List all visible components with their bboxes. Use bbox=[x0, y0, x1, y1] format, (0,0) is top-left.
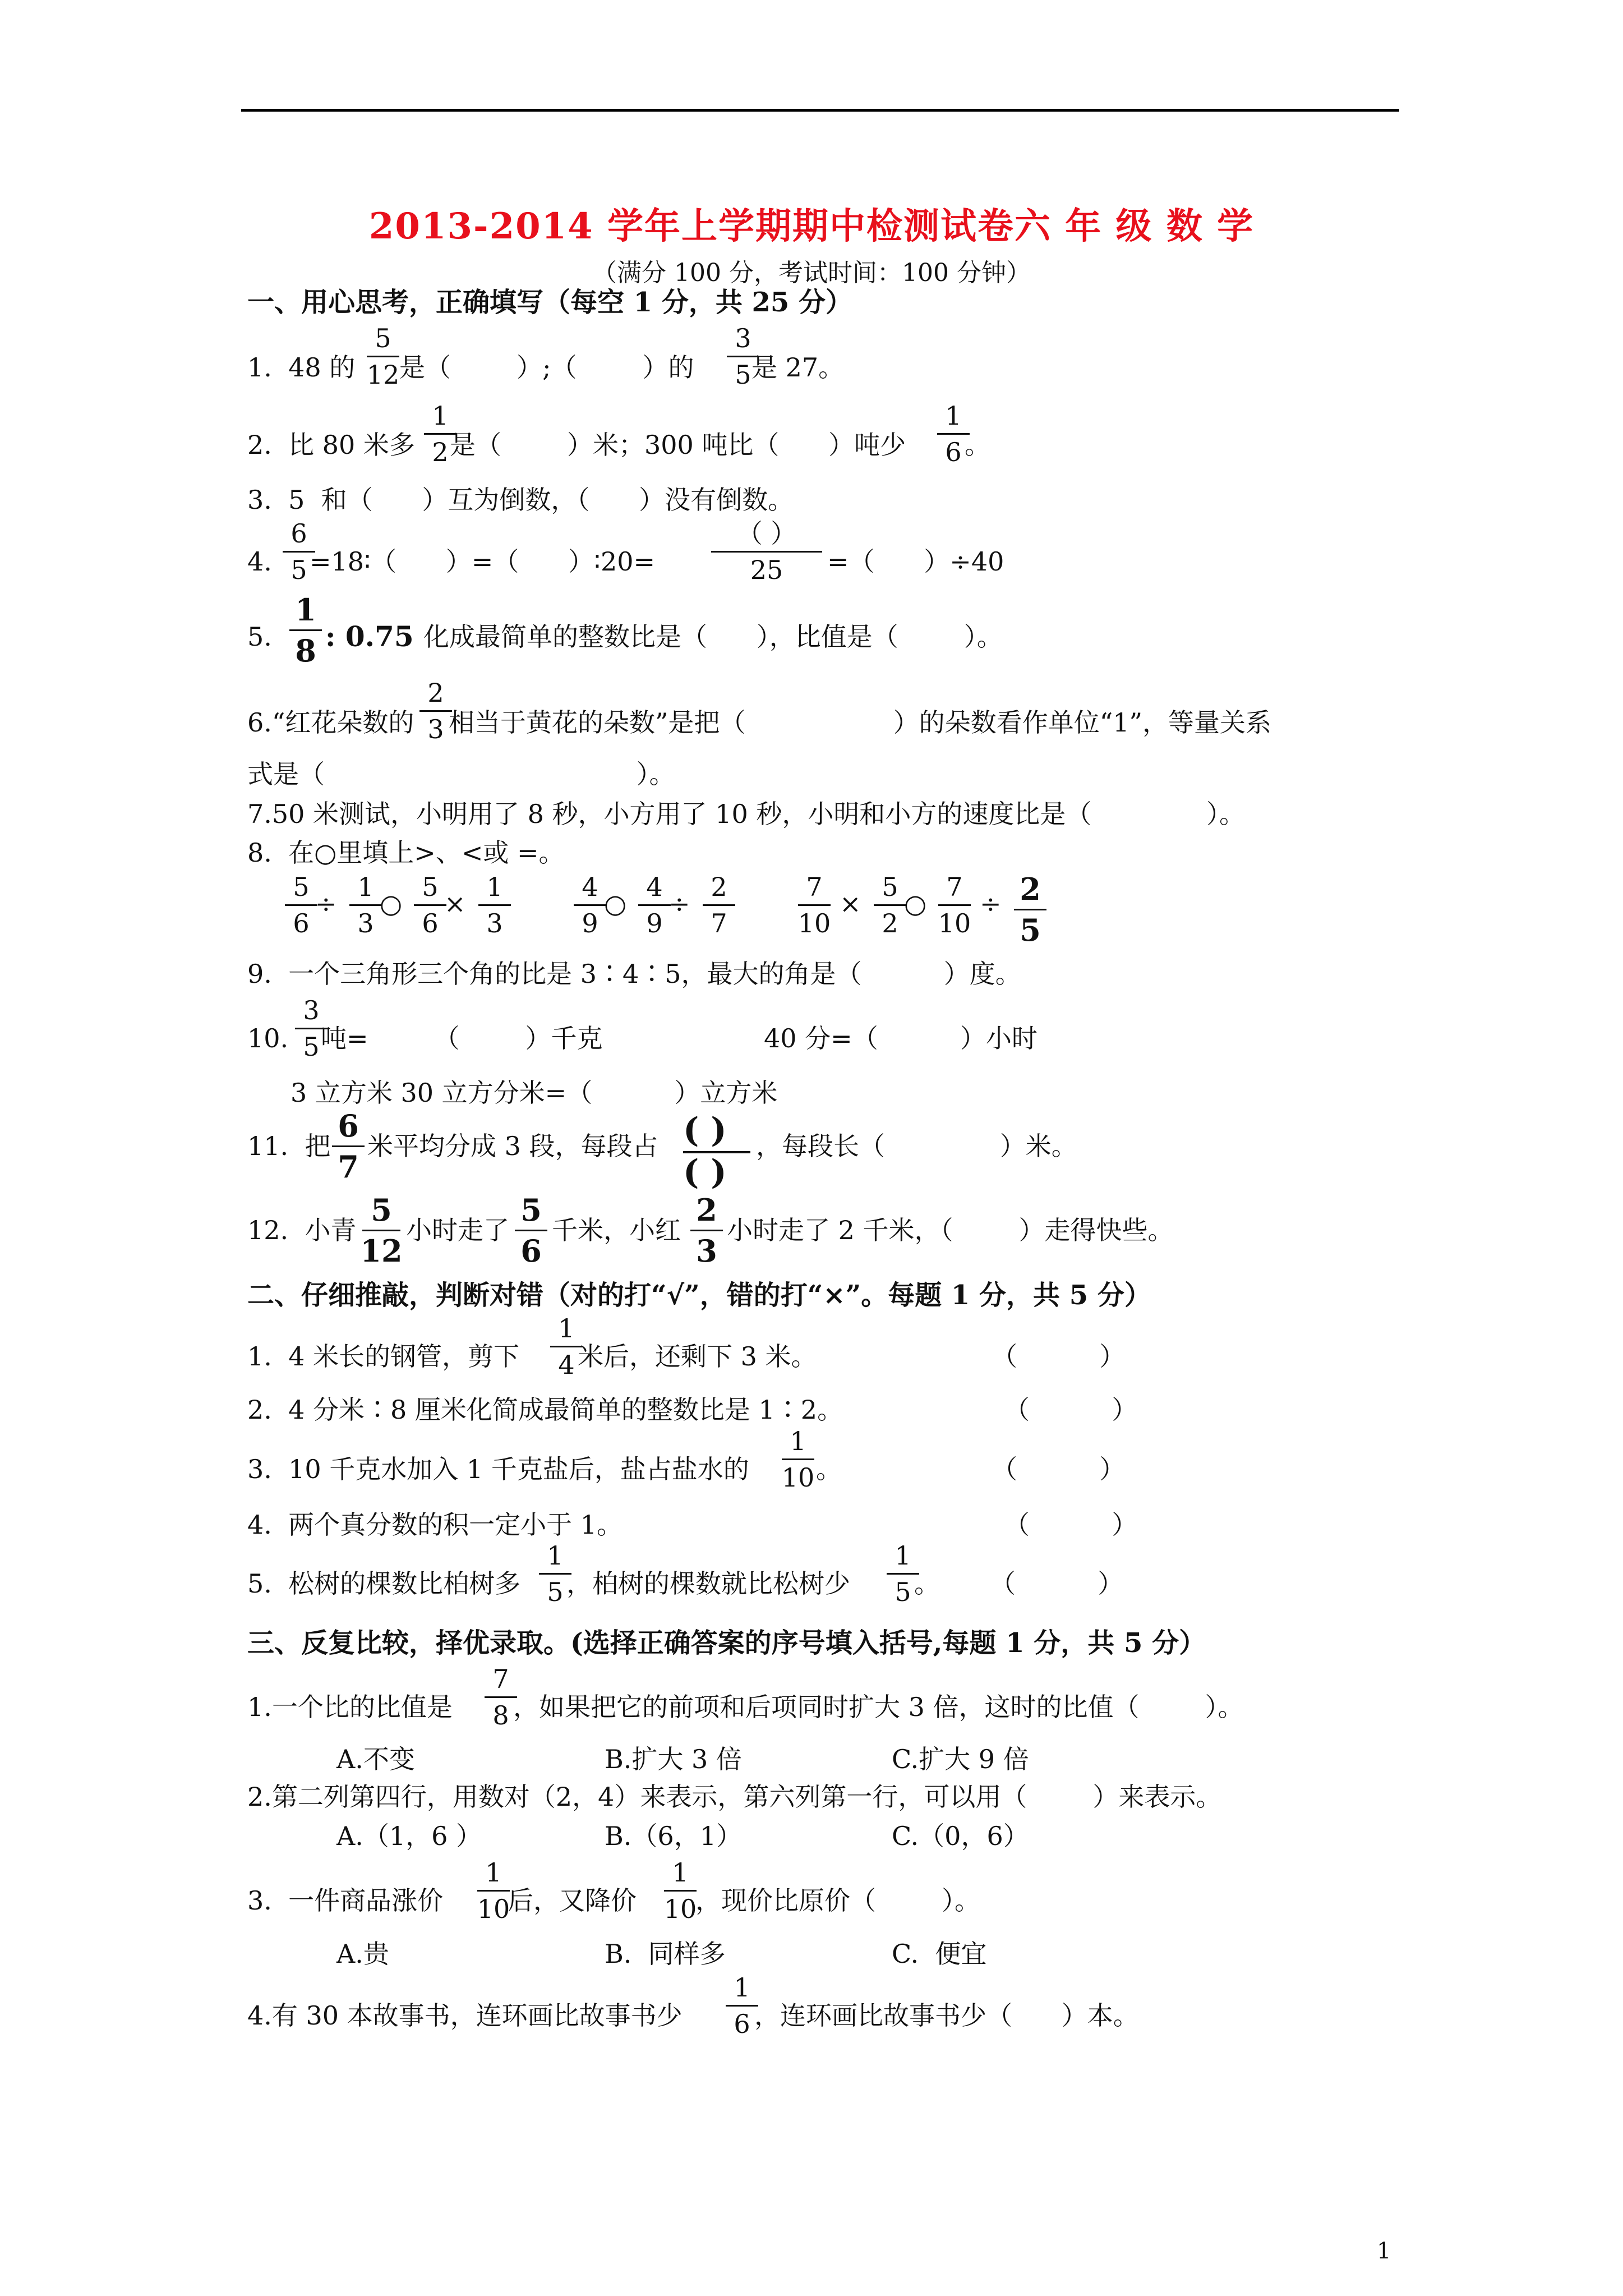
s1-q12-fraction-3 bbox=[687, 1192, 726, 1269]
denominator: 6 bbox=[734, 2009, 750, 2039]
s1-q8-fraction bbox=[475, 874, 514, 936]
numerator: 4 bbox=[646, 872, 663, 902]
denominator: 10 bbox=[663, 1894, 697, 1924]
denominator: 4 bbox=[558, 1350, 575, 1380]
s1-q8-operator: ÷ bbox=[668, 889, 690, 919]
numerator: 3 bbox=[735, 323, 751, 353]
s1-q10-text-d: 3 立方米 30 立方分米=（ ）立方米 bbox=[291, 1078, 778, 1108]
denominator: 7 bbox=[338, 1149, 359, 1185]
denominator: 10 bbox=[781, 1462, 815, 1493]
numerator: 3 bbox=[303, 995, 320, 1025]
numerator: 1 bbox=[295, 592, 316, 628]
s1-q11-blank-denominator: ( ) bbox=[683, 1153, 727, 1192]
s1-q8-compare-circle[interactable]: ○ bbox=[604, 889, 627, 919]
s1-q4-fraction-2 bbox=[708, 518, 826, 585]
numerator: 2 bbox=[427, 678, 444, 708]
s3-q3-option-b[interactable]: B. 同样多 bbox=[605, 1939, 726, 1969]
s1-q12-fraction-2 bbox=[511, 1192, 551, 1269]
numerator: 5 bbox=[375, 323, 391, 353]
s2-q5-text-b: ，柏树的棵数就比松树少 bbox=[566, 1568, 850, 1599]
denominator: 2 bbox=[432, 437, 449, 467]
s3-q3-text-b: 后，又降价 bbox=[508, 1885, 637, 1916]
s1-q10-text-b: 吨= （ ）千克 bbox=[321, 1023, 603, 1053]
s1-q12-text-d: 小时走了 2 千米，（ ）走得快些。 bbox=[727, 1215, 1174, 1245]
denominator: 10 bbox=[477, 1894, 510, 1924]
s3-q3-text-c: ，现价比原价（ ）。 bbox=[695, 1885, 980, 1916]
s2-q1-text-b: 米后，还剩下 3 米。 bbox=[578, 1341, 817, 1372]
s1-q6-text-b: 相当于黄花的朵数”是把（ ）的朵数看作单位“1”，等量关系 bbox=[449, 707, 1272, 738]
s1-q1-text-c: 是 27。 bbox=[751, 352, 845, 383]
s2-q5-text-a: 5. 松树的棵数比柏树多 bbox=[247, 1568, 521, 1599]
s1-q8-operator: × bbox=[840, 889, 861, 919]
numerator: 1 bbox=[432, 401, 449, 431]
s1-q5-text-c: 化成最简单的整数比是（ ），比值是（ ）。 bbox=[423, 622, 1003, 652]
s1-q6-text-a: 6.“红花朵数的 bbox=[247, 707, 414, 738]
numerator: 2 bbox=[711, 872, 727, 902]
denominator: 6 bbox=[945, 437, 962, 467]
denominator: 9 bbox=[646, 908, 663, 938]
s3-q1-option-a[interactable]: A.不变 bbox=[336, 1744, 415, 1774]
s2-q3-text-a: 3. 10 千克水加入 1 千克盐后，盐占盐水的 bbox=[247, 1454, 749, 1484]
header-rule bbox=[241, 109, 1399, 112]
s3-q3-option-a[interactable]: A.贵 bbox=[336, 1939, 389, 1969]
s1-q11-text-a: 11. 把 bbox=[247, 1131, 331, 1161]
denominator: 6 bbox=[520, 1233, 542, 1269]
s2-q2-text: 2. 4 分米∶8 厘米化简成最简单的整数比是 1∶2。 bbox=[247, 1395, 843, 1425]
page-title: 2013-2014 学年上学期期中检测试卷六 年 级 数 学 bbox=[368, 205, 1255, 247]
numerator: 1 bbox=[895, 1540, 911, 1571]
s1-q8-fraction bbox=[699, 874, 739, 936]
page-number: 1 bbox=[1377, 2238, 1391, 2264]
denominator: 8 bbox=[295, 633, 316, 669]
numerator: 2 bbox=[1020, 871, 1041, 907]
s3-q1-option-c[interactable]: C.扩大 9 倍 bbox=[892, 1744, 1029, 1774]
numerator: 1 bbox=[945, 401, 962, 431]
s1-q8-fraction bbox=[935, 874, 974, 936]
numerator: 1 bbox=[357, 872, 374, 902]
numerator: 4 bbox=[582, 872, 598, 902]
s3-q4-text-a: 4.有 30 本故事书，连环画比故事书少 bbox=[247, 2000, 683, 2031]
denominator: 3 bbox=[486, 908, 503, 938]
denominator: 12 bbox=[366, 360, 400, 390]
numerator: 6 bbox=[291, 518, 307, 549]
s2-q2-answer-blank[interactable]: （ ） bbox=[1004, 1395, 1138, 1425]
denominator: 2 bbox=[882, 908, 898, 938]
numerator: 6 bbox=[338, 1108, 359, 1144]
s1-q2-text-a: 2. 比 80 米多 bbox=[247, 430, 415, 460]
s3-q2-option-c[interactable]: C.（0，6） bbox=[892, 1821, 1029, 1851]
denominator: 5 bbox=[303, 1032, 320, 1062]
s1-q8-operator: ÷ bbox=[315, 889, 337, 919]
page-subtitle: （满分 100 分，考试时间：100 分钟） bbox=[592, 259, 1031, 287]
denominator: 6 bbox=[293, 908, 310, 938]
denominator: 25 bbox=[750, 555, 783, 585]
s1-q1-text-b: 是（ ）;（ ）的 bbox=[399, 352, 694, 383]
s1-q8-fraction bbox=[1011, 871, 1050, 948]
numerator: 5 bbox=[882, 872, 898, 902]
denominator: 5 bbox=[291, 555, 307, 585]
denominator: 12 bbox=[360, 1233, 403, 1269]
numerator: 1 bbox=[547, 1540, 564, 1571]
s1-q1-fraction-1 bbox=[363, 325, 403, 388]
denominator: 5 bbox=[1020, 912, 1041, 948]
s2-q5-text-c: 。 bbox=[914, 1568, 940, 1599]
denominator: 10 bbox=[797, 908, 831, 938]
s1-q2-text-b: 是（ ）米；300 吨比（ ）吨少 bbox=[450, 430, 906, 460]
s2-q1-text-a: 1. 4 米长的钢管，剪下 bbox=[247, 1341, 520, 1372]
s2-q1-answer-blank[interactable]: （ ） bbox=[992, 1341, 1126, 1372]
s1-q3: 3. 5 和（ ）互为倒数，（ ）没有倒数。 bbox=[247, 485, 794, 515]
numerator: 7 bbox=[946, 872, 963, 902]
s1-q11-fraction bbox=[329, 1108, 368, 1185]
s1-q8-operator: × bbox=[444, 889, 466, 919]
s1-q4-text-a: 4. bbox=[247, 546, 272, 577]
numerator: 7 bbox=[806, 872, 823, 902]
numerator: 5 bbox=[293, 872, 310, 902]
s1-q11-blank-numerator: ( ) bbox=[683, 1111, 727, 1150]
s3-q3-fraction-2 bbox=[661, 1857, 700, 1924]
s3-q1-text-a: 1.一个比的比值是 bbox=[247, 1692, 453, 1722]
s3-q1-option-b[interactable]: B.扩大 3 倍 bbox=[605, 1744, 742, 1774]
numerator: 1 bbox=[672, 1857, 689, 1888]
s1-q5-text-a: 5. bbox=[247, 622, 272, 652]
denominator: 5 bbox=[547, 1577, 564, 1607]
s1-q1-text-a: 1. 48 的 bbox=[247, 352, 356, 383]
s3-q3-option-c[interactable]: C. 便宜 bbox=[892, 1939, 987, 1969]
s2-q3-answer-blank[interactable]: （ ） bbox=[992, 1454, 1126, 1484]
numerator: 2 bbox=[696, 1192, 717, 1228]
denominator: 8 bbox=[492, 1700, 509, 1731]
s1-q12-text-b: 小时走了 bbox=[406, 1215, 509, 1245]
denominator: 3 bbox=[357, 908, 374, 938]
denominator: 10 bbox=[938, 908, 971, 938]
s2-q4-answer-blank[interactable]: （ ） bbox=[1004, 1510, 1138, 1540]
s1-q12-fraction-1 bbox=[359, 1192, 404, 1269]
denominator: 6 bbox=[422, 908, 439, 938]
numerator: 1 bbox=[486, 872, 503, 902]
denominator: 3 bbox=[696, 1233, 717, 1269]
denominator: 3 bbox=[427, 714, 444, 744]
s1-q8-compare-circle[interactable]: ○ bbox=[380, 889, 403, 919]
numerator: 5 bbox=[371, 1192, 392, 1228]
s3-q1-text-b: ，如果把它的前项和后项同时扩大 3 倍，这时的比值（ ）。 bbox=[513, 1692, 1244, 1722]
s3-q3-text-a: 3. 一件商品涨价 bbox=[247, 1885, 444, 1916]
section1-heading: 一、用心思考，正确填写（每空 1 分，共 25 分） bbox=[247, 287, 853, 318]
s1-q4-text-c: =（ ）÷40 bbox=[827, 546, 1004, 577]
s2-q5-answer-blank[interactable]: （ ） bbox=[990, 1568, 1124, 1599]
s3-q2-option-a[interactable]: A.（1，6 ） bbox=[336, 1821, 482, 1851]
s1-q8-fraction bbox=[795, 874, 834, 936]
s1-q4-text-b: =18∶（ ）=（ ）∶20= bbox=[310, 546, 656, 577]
denominator: 5 bbox=[735, 360, 751, 390]
s1-q7: 7.50 米测试，小明用了 8 秒，小方用了 10 秒，小明和小方的速度比是（ ）。 bbox=[247, 799, 1246, 829]
s3-q2-option-b[interactable]: B.（6，1） bbox=[605, 1821, 742, 1851]
s1-q12-text-c: 千米，小红 bbox=[552, 1215, 681, 1245]
s2-q4-text: 4. 两个真分数的积一定小于 1。 bbox=[247, 1510, 623, 1540]
s1-q9: 9. 一个三角形三个角的比是 3∶4∶5，最大的角是（ ）度。 bbox=[247, 959, 1021, 989]
section3-heading: 三、反复比较，择优录取。(选择正确答案的序号填入括号,每题 1 分，共 5 分） bbox=[247, 1627, 1206, 1659]
numerator: 5 bbox=[520, 1192, 542, 1228]
s2-q3-fraction bbox=[778, 1426, 818, 1493]
numerator: 1 bbox=[790, 1426, 806, 1456]
s3-q4-text-b: ，连环画比故事书少（ ）本。 bbox=[754, 2000, 1139, 2031]
s1-q11-text-c: ，每段长（ ）米。 bbox=[756, 1131, 1077, 1161]
s1-q5-fraction bbox=[286, 592, 325, 669]
denominator: 5 bbox=[895, 1577, 911, 1607]
numerator: 1 bbox=[734, 1972, 750, 2003]
s1-q8-operator: ÷ bbox=[980, 889, 1002, 919]
s1-q11-text-b: 米平均分成 3 段，每段占 bbox=[367, 1131, 658, 1161]
numerator: 5 bbox=[422, 872, 439, 902]
s1-q5-text-b: : 0.75 bbox=[325, 620, 414, 653]
denominator: 9 bbox=[582, 908, 598, 938]
s1-q2-text-c: 。 bbox=[965, 430, 990, 460]
s1-q10-text-c: 40 分=（ ）小时 bbox=[764, 1023, 1038, 1053]
s1-q12-text-a: 12. 小青 bbox=[247, 1215, 357, 1245]
s1-q8-compare-circle[interactable]: ○ bbox=[904, 889, 927, 919]
numerator: 1 bbox=[558, 1313, 575, 1343]
numerator: 1 bbox=[485, 1857, 502, 1888]
s1-q6-text-c: 式是（ ）。 bbox=[247, 759, 675, 789]
section2-heading: 二、仔细推敲，判断对错（对的打“√”，错的打“×”。每题 1 分，共 5 分） bbox=[247, 1280, 1151, 1311]
denominator: 7 bbox=[711, 908, 727, 938]
s1-q8: 8. 在○里填上>、<或 =。 bbox=[247, 838, 565, 868]
s3-q2-text: 2.第二列第四行，用数对（2，4）来表示，第六列第一行，可以用（ ）来表示。 bbox=[247, 1782, 1222, 1812]
numerator: （ ） bbox=[736, 518, 797, 549]
s2-q3-text-b: 。 bbox=[816, 1454, 842, 1484]
s1-q10-text-a: 10. bbox=[247, 1023, 289, 1053]
numerator: 7 bbox=[492, 1664, 509, 1694]
